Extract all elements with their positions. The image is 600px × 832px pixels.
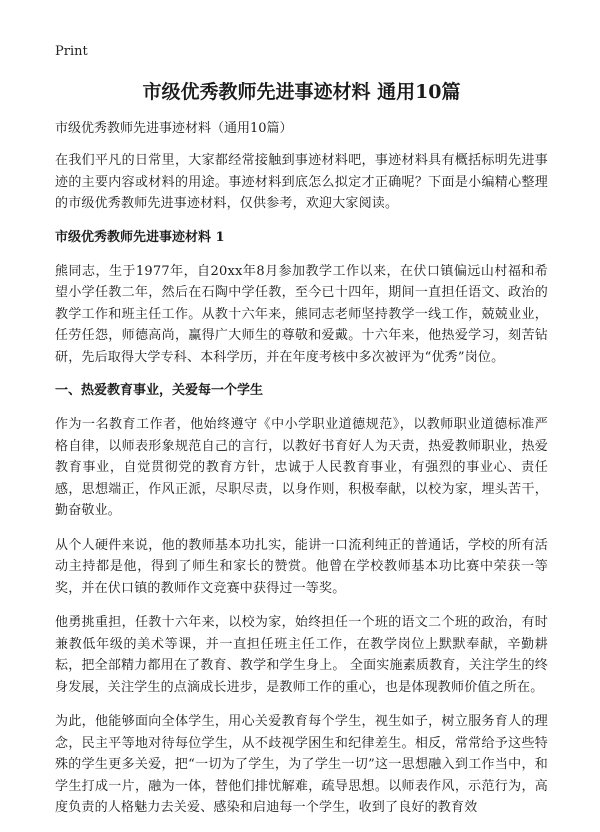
paragraph-4: 他勇挑重担，任教十六年来，以校为家，始终担任一个班的语文二个班的政治，有时兼教低年级的美术等课，并一直担任班主任工作，在教学岗位上默默奉献，辛勤耕耘，把全部精力都用在了教育、教学和学生身上。 全面实施素质教育，关注学生的终身发展，关注学生的点滴成长进步，是教师工作的重心，也是体现教师价值之所在。 bbox=[55, 615, 548, 695]
page-title: 市级优秀教师先进事迹材料 通用10篇 bbox=[142, 81, 461, 103]
subheading-1: 一、热爱教育事业，关爱每一个学生 bbox=[55, 383, 264, 398]
paragraph-5: 为此，他能够面向全体学生，用心关爱教育每个学生，视生如子，树立服务育人的理念，民主平等地对待每位学生，从不歧视学困生和纪律差生。相反，常常给予这些特殊的学生更多关爱，把“一切为了学生，为了学生一切”这一思想融入到工作当中，和学生打成一片，融为一体，替他们排忧解难，疏导思想。以师表作风，示范行为，高度负责的人格魅力去关爱、感染和启迪每一个学生，收到了良好的教育效 bbox=[55, 714, 548, 815]
article-body bbox=[55, 119, 548, 832]
paragraph-3: 从个人硬件来说，他的教师基本功扎实，能讲一口流利纯正的普通话，学校的所有活动主持都是他，得到了师生和家长的赞赏。他曾在学校教师基本功比赛中荣获一等奖，并在伏口镇的教师作文竞赛中获得过一等奖。 bbox=[55, 537, 548, 596]
paragraph-2: 作为一名教育工作者，他始终遵守《中小学职业道德规范》，以教师职业道德标准严格自律，以师表形象规范自己的言行，以教好书育好人为天责，热爱教师职业，热爱教育事业，自觉贯彻党的教育方针，忠诚于人民教育事业，有强烈的事业心、责任感，思想端正，作风正派，尽职尽责，以身作则，积极奉献，以校为家，埋头苦干，勤奋敬业。 bbox=[55, 417, 548, 518]
print-link[interactable]: Print bbox=[55, 44, 88, 59]
intro-paragraph: 在我们平凡的日常里，大家都经常接触到事迹材料吧，事迹材料具有概括标明先进事迹的主要内容或材料的用途。事迹材料到底怎么拟定才正确呢？下面是小编精心整理的市级优秀教师先进事迹材料，仅供参考，欢迎大家阅读。 bbox=[55, 153, 548, 211]
paragraph-1: 熊同志，生于1977年，自20xx年8月参加教学工作以来，在伏口镇偏远山村福和希望小学任教二年，然后在石陶中学任教，至今已十四年，期间一直担任语文、政治的教学工作和班主任工作。从教十六年来，熊同志老师坚持教学一线工作，兢兢业业，任劳任怨，师德高尚，赢得广大师生的尊敬和爱戴。十六年来，他热爱学习，刻苦钻研，先后取得大学专科、本科学历，并在年度考核中多次被评为“优秀”岗位。 bbox=[55, 263, 548, 365]
document-subtitle: 市级优秀教师先进事迹材料（通用10篇） bbox=[55, 121, 293, 136]
section-heading: 市级优秀教师先进事迹材料 1 bbox=[55, 229, 225, 245]
